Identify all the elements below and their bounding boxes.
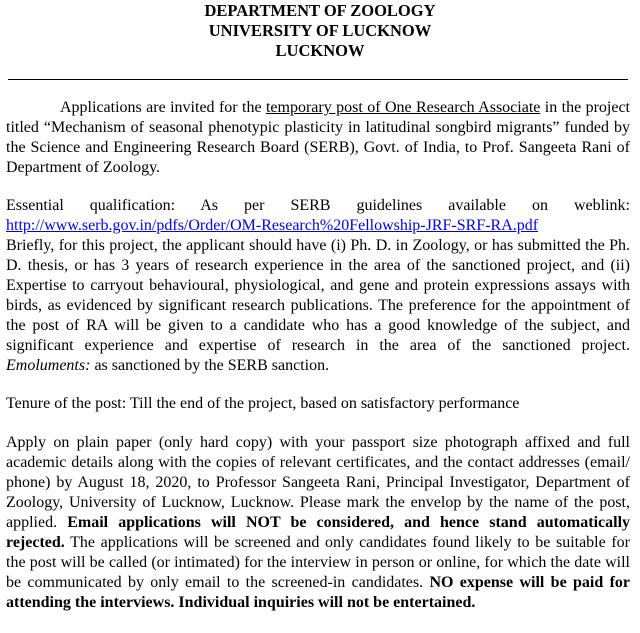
serb-guidelines-link[interactable]: http://www.serb.gov.in/pdfs/Order/OM-Research%20Fellowship-JRF-SRF-RA.pdf <box>6 217 539 234</box>
apply-part1: Apply on plain paper (only hard copy) with your passport size photograph affixed and full academic details along with the copies of relevant certificates, and the contact addresses (email/ phone) by August 18, 2020, to Professor Sangeeta Rani, Principal Investigator, Department of Zoology, University of Lucknow, Lucknow. Please mark the envelop by the name of the post, applied. <box>6 434 630 531</box>
qualification-label: Essential qualification: As per SERB guidelines available on weblink: <box>6 197 630 214</box>
apply-paragraph <box>6 433 630 613</box>
emoluments-label: Emoluments: <box>6 357 91 374</box>
department-header <box>0 1 640 61</box>
intro-paragraph <box>6 98 630 178</box>
header-city: LUCKNOW <box>275 41 365 60</box>
header-department: DEPARTMENT OF ZOOLOGY <box>204 1 436 20</box>
post-name: temporary post of One Research Associate <box>265 99 541 116</box>
tenure-paragraph: Tenure of the post: Till the end of the project, based on satisfactory performance <box>6 395 520 412</box>
qualification-body: Briefly, for this project, the applicant should have (i) Ph. D. in Zoology, or has submitted the Ph. D. thesis, or has 3 years of research experience in the area of the sanctioned project, and (ii) Expertise to carryout behavioural, physiological, and gene and protein expressions assays with birds, as evidenced by significant research publications. The preference for the appointment of the post of RA will be given to a candidate who has a good knowledge of the subject, and significant experience and expertise of research in the area of the sanctioned project. <box>6 237 630 354</box>
intro-pre: Applications are invited for the <box>60 99 266 116</box>
header-divider <box>8 79 628 80</box>
emoluments-value: as sanctioned by the SERB sanction. <box>90 357 330 374</box>
qualification-paragraph <box>6 216 630 376</box>
expense-notice: NO expense will be paid for attending the interviews. Individual inquiries will not be entertained. <box>6 574 630 611</box>
intro-post: in the project titled “Mechanism of seasonal phenotypic plasticity in latitudinal songbird migrants” funded by the Science and Engineering Research Board (SERB), Govt. of India, to Prof. Sangeeta Rani of Department of Zoology. <box>6 99 630 176</box>
header-university: UNIVERSITY OF LUCKNOW <box>208 21 432 40</box>
email-rejection-notice: Email applications will NOT be considered, and hence stand automatically rejected. <box>6 514 631 551</box>
apply-part2: The applications will be screened and only candidates found likely to be suitable for the post will be called (or intimated) for the interview in person or online, for which the date will be communicated by only email to the screened-in candidates. <box>6 534 630 591</box>
